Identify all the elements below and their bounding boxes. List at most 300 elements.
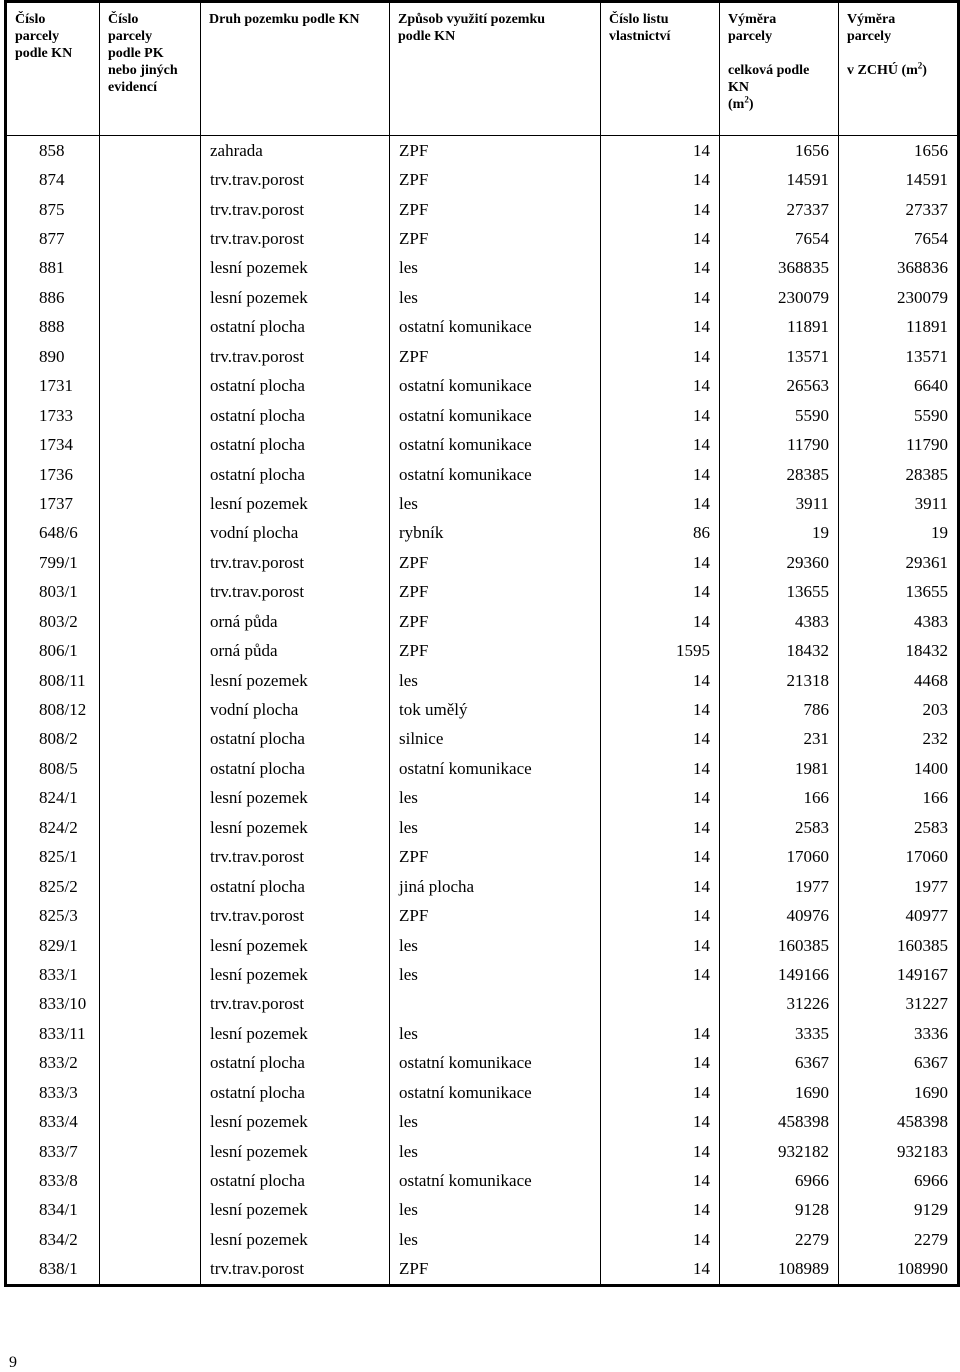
cell-land-use: les [390,1137,601,1166]
cell-land-use: ZPF [390,1255,601,1286]
cell-land-type: orná půda [201,607,390,636]
cell-area-total: 458398 [720,1107,839,1136]
cell-parcel-pk [100,1107,201,1136]
cell-area-total: 6367 [720,1049,839,1078]
cell-area-zchu: 19 [931,523,948,543]
table-row [6,283,959,312]
table-row [6,1049,959,1078]
cell-area-zchu: 166 [922,788,948,808]
cell-land-use: ostatní komunikace [390,430,601,459]
cell-land-type: trv.trav.porost [201,990,390,1019]
cell-land-use: ostatní komunikace [390,460,601,489]
table-row [6,1107,959,1136]
cell-ownership-sheet: 14 [601,401,720,430]
cell-parcel-kn: 858 [6,136,100,166]
cell-ownership-sheet: 14 [601,460,720,489]
header-parcel-kn: Číslo parcely podle KN [6,2,100,136]
cell-land-use: ostatní komunikace [390,1049,601,1078]
table-row [6,578,959,607]
cell-area-total: 231 [720,725,839,754]
cell-area-zchu: 29361 [905,552,948,572]
cell-area-total: 31226 [720,990,839,1019]
cell-parcel-pk [100,607,201,636]
cell-parcel-pk [100,754,201,783]
page-number: 9 [9,1354,17,1371]
cell-parcel-pk [100,931,201,960]
cell-parcel-kn: 833/1 [6,960,100,989]
cell-land-use: les [390,931,601,960]
table-row [6,313,959,342]
cell-land-use: les [390,813,601,842]
cell-land-type: ostatní plocha [201,460,390,489]
cell-area-total: 29360 [720,548,839,577]
cell-parcel-kn: 881 [6,254,100,283]
cell-area-zchu: 14591 [905,170,948,190]
cell-land-type: lesní pozemek [201,283,390,312]
cell-land-type: trv.trav.porost [201,578,390,607]
cell-parcel-kn: 834/2 [6,1225,100,1254]
table-row [6,636,959,665]
cell-ownership-sheet: 14 [601,784,720,813]
cell-ownership-sheet: 14 [601,165,720,194]
cell-ownership-sheet: 14 [601,725,720,754]
cell-land-use: les [390,960,601,989]
cell-parcel-kn: 799/1 [6,548,100,577]
cell-ownership-sheet: 14 [601,813,720,842]
cell-area-total: 13571 [720,342,839,371]
cell-ownership-sheet: 14 [601,1078,720,1107]
cell-area-zchu: 3911 [914,493,948,513]
cell-land-use: ostatní komunikace [390,1166,601,1195]
cell-ownership-sheet: 14 [601,1196,720,1225]
cell-land-type: trv.trav.porost [201,843,390,872]
table-row [6,1166,959,1195]
cell-land-use: ZPF [390,901,601,930]
cell-parcel-pk [100,195,201,224]
cell-land-type: zahrada [201,136,390,166]
cell-land-type: lesní pozemek [201,1196,390,1225]
cell-land-type: lesní pozemek [201,254,390,283]
cell-ownership-sheet: 14 [601,1049,720,1078]
cell-area-zchu: 2279 [914,1229,948,1249]
table-body [6,136,959,1286]
cell-ownership-sheet [601,990,720,1019]
cell-land-use: ostatní komunikace [390,1078,601,1107]
table-row [6,224,959,253]
cell-land-use: silnice [390,725,601,754]
cell-area-zchu: 2583 [914,817,948,837]
cell-parcel-kn: 825/1 [6,843,100,872]
cell-parcel-pk [100,901,201,930]
cell-ownership-sheet: 14 [601,254,720,283]
cell-parcel-pk [100,342,201,371]
cell-area-zchu: 3336 [914,1023,948,1043]
cell-parcel-kn: 1733 [6,401,100,430]
cell-land-use: jiná plocha [390,872,601,901]
cell-ownership-sheet: 1595 [601,636,720,665]
cell-parcel-kn: 888 [6,313,100,342]
table-row [6,254,959,283]
cell-land-use: ostatní komunikace [390,401,601,430]
cell-area-total: 13655 [720,578,839,607]
cell-area-zchu: 4468 [914,670,948,690]
cell-land-type: ostatní plocha [201,401,390,430]
cell-ownership-sheet: 14 [601,1107,720,1136]
cell-parcel-kn: 825/2 [6,872,100,901]
cell-area-total: 230079 [720,283,839,312]
cell-ownership-sheet: 14 [601,342,720,371]
cell-parcel-kn: 824/1 [6,784,100,813]
cell-area-zchu: 13571 [905,346,948,366]
cell-parcel-pk [100,725,201,754]
cell-land-type: lesní pozemek [201,784,390,813]
cell-land-use: ZPF [390,195,601,224]
cell-parcel-pk [100,872,201,901]
cell-land-type: lesní pozemek [201,813,390,842]
cell-parcel-pk [100,1225,201,1254]
cell-land-use: ZPF [390,843,601,872]
table-row [6,489,959,518]
cell-land-type: ostatní plocha [201,1049,390,1078]
cell-land-use: les [390,1196,601,1225]
cell-parcel-kn: 890 [6,342,100,371]
cell-area-zchu: 368836 [897,258,948,278]
table-row [6,725,959,754]
cell-parcel-kn: 833/11 [6,1019,100,1048]
cell-area-zchu: 6640 [914,376,948,396]
cell-parcel-kn: 808/12 [6,695,100,724]
cell-parcel-pk [100,224,201,253]
cell-land-type: trv.trav.porost [201,224,390,253]
cell-area-total: 28385 [720,460,839,489]
header-area-zchu: Výměra parcely v ZCHÚ $(m^2)$ [839,2,959,136]
cell-area-zchu: 149167 [897,964,948,984]
cell-land-type: trv.trav.porost [201,195,390,224]
cell-parcel-pk [100,960,201,989]
table-row [6,519,959,548]
cell-ownership-sheet: 14 [601,1019,720,1048]
cell-land-use: ostatní komunikace [390,754,601,783]
cell-parcel-kn: 825/3 [6,901,100,930]
cell-area-total: 21318 [720,666,839,695]
cell-parcel-pk [100,1137,201,1166]
table-row [6,430,959,459]
cell-area-zchu: 1400 [914,758,948,778]
cell-area-zchu: 160385 [897,935,948,955]
cell-area-total: 27337 [720,195,839,224]
table-row [6,901,959,930]
cell-parcel-pk [100,165,201,194]
cell-land-use: les [390,489,601,518]
cell-parcel-kn: 648/6 [6,519,100,548]
table-row [6,1196,959,1225]
cell-area-total: 160385 [720,931,839,960]
table-row [6,695,959,724]
cell-area-total: 9128 [720,1196,839,1225]
table-row [6,666,959,695]
cell-parcel-kn: 838/1 [6,1255,100,1286]
cell-land-use: ZPF [390,636,601,665]
cell-land-type: lesní pozemek [201,1225,390,1254]
cell-area-zchu: 9129 [914,1200,948,1220]
cell-ownership-sheet: 14 [601,430,720,459]
cell-land-use: les [390,1225,601,1254]
table-row [6,872,959,901]
table-row [6,372,959,401]
cell-parcel-pk [100,313,201,342]
table-row [6,460,959,489]
cell-land-use: ostatní komunikace [390,372,601,401]
cell-ownership-sheet: 14 [601,136,720,166]
cell-land-type: ostatní plocha [201,372,390,401]
cell-land-type: lesní pozemek [201,1107,390,1136]
cell-ownership-sheet: 14 [601,872,720,901]
cell-parcel-pk [100,784,201,813]
cell-parcel-kn: 1731 [6,372,100,401]
table-row [6,195,959,224]
cell-area-total: 1977 [720,872,839,901]
cell-area-total: 6966 [720,1166,839,1195]
cell-area-total: 19 [720,519,839,548]
cell-parcel-pk [100,1019,201,1048]
cell-land-use: ZPF [390,607,601,636]
cell-area-total: 932182 [720,1137,839,1166]
cell-area-zchu: 108990 [897,1259,948,1279]
cell-parcel-kn: 806/1 [6,636,100,665]
cell-parcel-kn: 833/7 [6,1137,100,1166]
cell-area-total: 2583 [720,813,839,842]
table-row [6,754,959,783]
cell-area-zchu: 232 [922,729,948,749]
cell-ownership-sheet: 14 [601,548,720,577]
cell-parcel-pk [100,489,201,518]
cell-parcel-kn: 875 [6,195,100,224]
cell-area-total: 14591 [720,165,839,194]
cell-land-use: tok umělý [390,695,601,724]
cell-parcel-kn: 874 [6,165,100,194]
cell-parcel-pk [100,636,201,665]
cell-parcel-kn: 877 [6,224,100,253]
cell-land-type: lesní pozemek [201,489,390,518]
table-row [6,342,959,371]
cell-land-type: lesní pozemek [201,666,390,695]
cell-area-total: 18432 [720,636,839,665]
table-row [6,931,959,960]
header-land-type: Druh pozemku podle KN [201,2,390,136]
cell-area-total: 40976 [720,901,839,930]
cell-land-use: les [390,254,601,283]
cell-ownership-sheet: 86 [601,519,720,548]
cell-ownership-sheet: 14 [601,666,720,695]
cell-ownership-sheet: 14 [601,313,720,342]
cell-land-type: lesní pozemek [201,931,390,960]
cell-parcel-pk [100,695,201,724]
cell-land-use: rybník [390,519,601,548]
header-land-use: Způsob využití pozemku podle KN [390,2,601,136]
cell-area-total: 26563 [720,372,839,401]
cell-land-use: ZPF [390,224,601,253]
cell-land-use: les [390,283,601,312]
cell-land-use [390,990,601,1019]
parcel-table [4,0,960,1287]
cell-area-total: 1981 [720,754,839,783]
cell-area-zchu: 40977 [905,906,948,926]
cell-parcel-kn: 829/1 [6,931,100,960]
cell-area-total: 4383 [720,607,839,636]
cell-area-zchu: 458398 [897,1112,948,1132]
cell-ownership-sheet: 14 [601,372,720,401]
cell-area-zchu: 11891 [906,317,948,337]
cell-parcel-pk [100,401,201,430]
cell-area-zchu: 13655 [905,582,948,602]
cell-land-type: ostatní plocha [201,1166,390,1195]
cell-area-total: 108989 [720,1255,839,1286]
cell-parcel-pk [100,1196,201,1225]
cell-parcel-kn: 808/5 [6,754,100,783]
cell-ownership-sheet: 14 [601,489,720,518]
table-header-row [6,2,959,136]
cell-area-total: 1690 [720,1078,839,1107]
cell-area-total: 3335 [720,1019,839,1048]
table-row [6,1225,959,1254]
cell-parcel-kn: 1736 [6,460,100,489]
cell-ownership-sheet: 14 [601,1166,720,1195]
cell-area-zchu: 5590 [914,405,948,425]
table-row [6,401,959,430]
cell-parcel-kn: 886 [6,283,100,312]
table-row [6,1137,959,1166]
cell-parcel-kn: 833/3 [6,1078,100,1107]
cell-area-zchu: 230079 [897,287,948,307]
cell-area-zchu: 932183 [897,1141,948,1161]
cell-land-type: ostatní plocha [201,754,390,783]
cell-area-zchu: 1977 [914,876,948,896]
cell-parcel-kn: 833/10 [6,990,100,1019]
cell-parcel-pk [100,430,201,459]
header-parcel-pk: Číslo parcely podle PK nebo jiných evidencí [100,2,201,136]
cell-parcel-pk [100,990,201,1019]
cell-area-total: 7654 [720,224,839,253]
parcel-table-sheet [4,0,957,1287]
cell-area-zchu: 1656 [914,140,948,160]
cell-area-total: 149166 [720,960,839,989]
cell-land-type: trv.trav.porost [201,342,390,371]
cell-land-type: trv.trav.porost [201,548,390,577]
cell-area-zchu: 18432 [905,641,948,661]
cell-area-total: 786 [720,695,839,724]
cell-ownership-sheet: 14 [601,578,720,607]
table-row [6,165,959,194]
cell-parcel-kn: 808/11 [6,666,100,695]
cell-parcel-pk [100,283,201,312]
cell-ownership-sheet: 14 [601,607,720,636]
cell-ownership-sheet: 14 [601,283,720,312]
cell-parcel-pk [100,136,201,166]
cell-parcel-pk [100,254,201,283]
cell-area-total: 3911 [720,489,839,518]
cell-land-type: vodní plocha [201,695,390,724]
cell-area-zchu: 6367 [914,1053,948,1073]
cell-land-type: orná půda [201,636,390,665]
cell-area-zchu: 31227 [905,994,948,1014]
cell-parcel-kn: 1737 [6,489,100,518]
cell-ownership-sheet: 14 [601,195,720,224]
cell-land-type: ostatní plocha [201,725,390,754]
cell-land-type: trv.trav.porost [201,901,390,930]
table-row [6,813,959,842]
cell-land-use: les [390,1019,601,1048]
table-row [6,1019,959,1048]
cell-area-zchu: 17060 [905,847,948,867]
cell-parcel-kn: 833/8 [6,1166,100,1195]
cell-parcel-pk [100,460,201,489]
cell-area-zchu: 1690 [914,1082,948,1102]
cell-parcel-kn: 833/2 [6,1049,100,1078]
cell-area-total: 11891 [720,313,839,342]
cell-ownership-sheet: 14 [601,843,720,872]
cell-parcel-kn: 833/4 [6,1107,100,1136]
cell-parcel-pk [100,519,201,548]
cell-land-type: lesní pozemek [201,1137,390,1166]
cell-parcel-pk [100,1049,201,1078]
header-ownership-sheet: Číslo listu vlastnictví [601,2,720,136]
cell-land-use: ostatní komunikace [390,313,601,342]
cell-parcel-pk [100,548,201,577]
cell-parcel-pk [100,1255,201,1286]
cell-area-total: 368835 [720,254,839,283]
cell-ownership-sheet: 14 [601,224,720,253]
cell-land-use: ZPF [390,136,601,166]
cell-land-type: lesní pozemek [201,960,390,989]
cell-ownership-sheet: 14 [601,960,720,989]
cell-area-total: 17060 [720,843,839,872]
cell-parcel-pk [100,372,201,401]
cell-ownership-sheet: 14 [601,695,720,724]
table-row [6,136,959,166]
cell-land-use: ZPF [390,342,601,371]
cell-parcel-kn: 834/1 [6,1196,100,1225]
header-area-total: Výměra parcely celková podle KN $(m^2)$ [720,2,839,136]
cell-parcel-pk [100,578,201,607]
cell-parcel-pk [100,1166,201,1195]
cell-ownership-sheet: 14 [601,1255,720,1286]
cell-area-total: 2279 [720,1225,839,1254]
cell-ownership-sheet: 14 [601,901,720,930]
table-row [6,960,959,989]
cell-parcel-kn: 803/1 [6,578,100,607]
cell-area-total: 1656 [720,136,839,166]
cell-area-zchu: 27337 [905,199,948,219]
cell-land-use: ZPF [390,165,601,194]
cell-land-type: trv.trav.porost [201,1255,390,1286]
table-row [6,1255,959,1286]
cell-land-type: ostatní plocha [201,1078,390,1107]
cell-parcel-pk [100,813,201,842]
cell-ownership-sheet: 14 [601,1225,720,1254]
cell-parcel-kn: 824/2 [6,813,100,842]
cell-land-use: les [390,784,601,813]
cell-parcel-kn: 808/2 [6,725,100,754]
cell-land-type: ostatní plocha [201,313,390,342]
cell-ownership-sheet: 14 [601,1137,720,1166]
cell-parcel-kn: 1734 [6,430,100,459]
cell-area-zchu: 28385 [905,464,948,484]
cell-area-total: 166 [720,784,839,813]
table-row [6,607,959,636]
table-row [6,548,959,577]
cell-parcel-pk [100,843,201,872]
cell-land-use: les [390,666,601,695]
